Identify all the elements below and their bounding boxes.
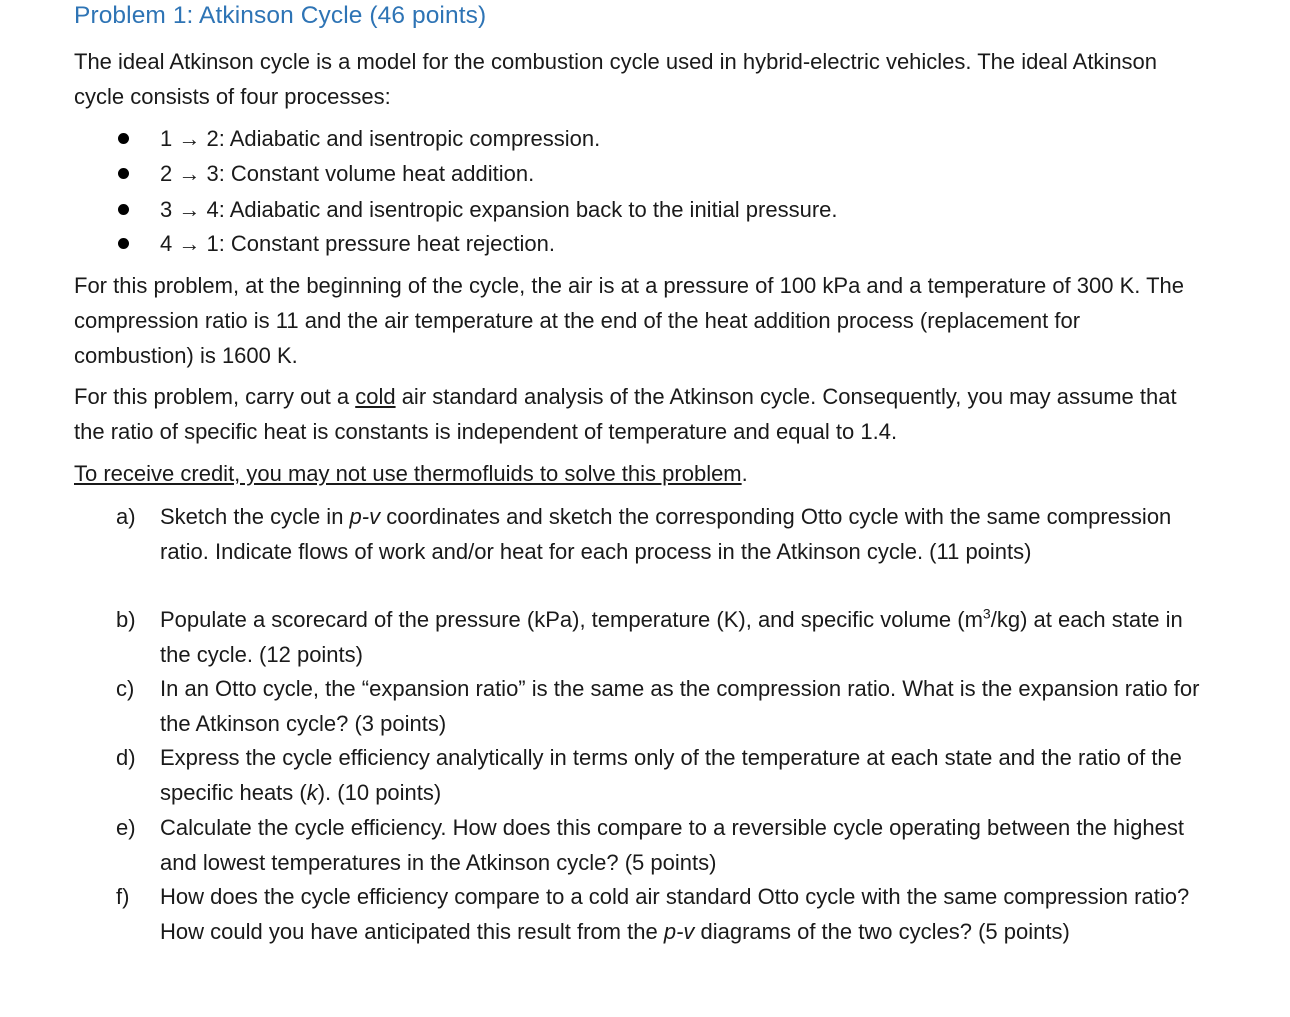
- question-text-part: How does the cycle efficiency compare to a cold air standard Otto cycle with the same compression ratio? How could you have anticipated this result from the: [160, 884, 1190, 944]
- process-item: [118, 192, 838, 227]
- superscript-3: 3: [982, 605, 991, 622]
- question-c: [116, 671, 1216, 741]
- question-text-part: ). (10 points): [317, 780, 442, 805]
- bullet-dot-icon: [118, 133, 129, 144]
- assumption-paragraph: [74, 379, 1204, 449]
- process-label: 3 → 4: Adiabatic and isentropic expansion back to the initial pressure.: [160, 197, 838, 222]
- question-text: Calculate the cycle efficiency. How does this compare to a reversible cycle operating between the highest and lowest temperatures in the Atkinson cycle? (5 points): [160, 815, 1184, 875]
- assumption-text-start: For this problem, carry out a: [74, 384, 356, 409]
- question-text-part: /kg) at each state in the cycle. (12 points): [160, 607, 1183, 667]
- pv-italic: p-v: [663, 919, 695, 944]
- question-text: [160, 602, 1216, 672]
- question-d: [116, 740, 1216, 810]
- question-b: [116, 602, 1216, 672]
- question-f: [116, 879, 1216, 949]
- question-letter: f): [116, 884, 130, 909]
- process-item: [118, 156, 534, 191]
- question-letter: c): [116, 676, 135, 701]
- credit-note-underlined: To receive credit, you may not use thermofluids to solve this problem: [74, 461, 742, 486]
- k-italic: k: [306, 780, 318, 805]
- process-item: [118, 226, 555, 261]
- pv-italic: p-v: [349, 504, 381, 529]
- bullet-dot-icon: [118, 204, 129, 215]
- conditions-paragraph: For this problem, at the beginning of the cycle, the air is at a pressure of 100 kPa and a temperature of 300 K. The compression ratio is 11 and the air temperature at the end of the heat addition process (replacement for combustion) is 1600 K.: [74, 273, 1185, 368]
- bullet-dot-icon: [118, 238, 129, 249]
- question-text-part: Sketch the cycle in: [160, 504, 350, 529]
- question-letter: d): [116, 745, 136, 770]
- process-label: 4 → 1: Constant pressure heat rejection.: [160, 231, 555, 256]
- problem-title: Problem 1: Atkinson Cycle (46 points): [74, 2, 487, 29]
- question-e: [116, 810, 1216, 880]
- credit-note-period: .: [741, 461, 748, 486]
- question-letter: b): [116, 607, 136, 632]
- assumption-text-end: air standard analysis of the Atkinson cycle. Consequently, you may assume that the ratio of specific heat is constants is independent of temperature and equal to 1.4.: [74, 384, 1177, 444]
- question-text-part: coordinates and sketch the corresponding Otto cycle with the same compression ratio. Indicate flows of work and/or heat for each process in the Atkinson cycle. (11 points): [160, 504, 1172, 564]
- question-letter: e): [116, 815, 136, 840]
- question-text: [160, 499, 1216, 569]
- question-text: [160, 740, 1216, 810]
- process-item: [118, 121, 600, 156]
- question-text-part: Express the cycle efficiency analytically in terms only of the temperature at each state and the ratio of the specific heats (: [160, 745, 1182, 805]
- question-a: [116, 499, 1216, 569]
- assumption-cold-word: cold: [355, 384, 396, 409]
- question-text: [160, 879, 1216, 949]
- bullet-dot-icon: [118, 168, 129, 179]
- question-text-part: diagrams of the two cycles? (5 points): [694, 919, 1070, 944]
- intro-paragraph: The ideal Atkinson cycle is a model for the combustion cycle used in hybrid-electric vehicles. The ideal Atkinson cycle consists of four processes:: [74, 49, 1158, 109]
- question-letter: a): [116, 504, 136, 529]
- process-label: 2 → 3: Constant volume heat addition.: [160, 161, 535, 186]
- question-text: In an Otto cycle, the “expansion ratio” is the same as the compression ratio. What is the expansion ratio for the Atkinson cycle? (3 points): [160, 676, 1200, 736]
- question-text-part: Populate a scorecard of the pressure (kPa), temperature (K), and specific volume (m: [160, 607, 983, 632]
- credit-note: [74, 456, 1204, 491]
- process-label: 1 → 2: Adiabatic and isentropic compression.: [160, 126, 601, 151]
